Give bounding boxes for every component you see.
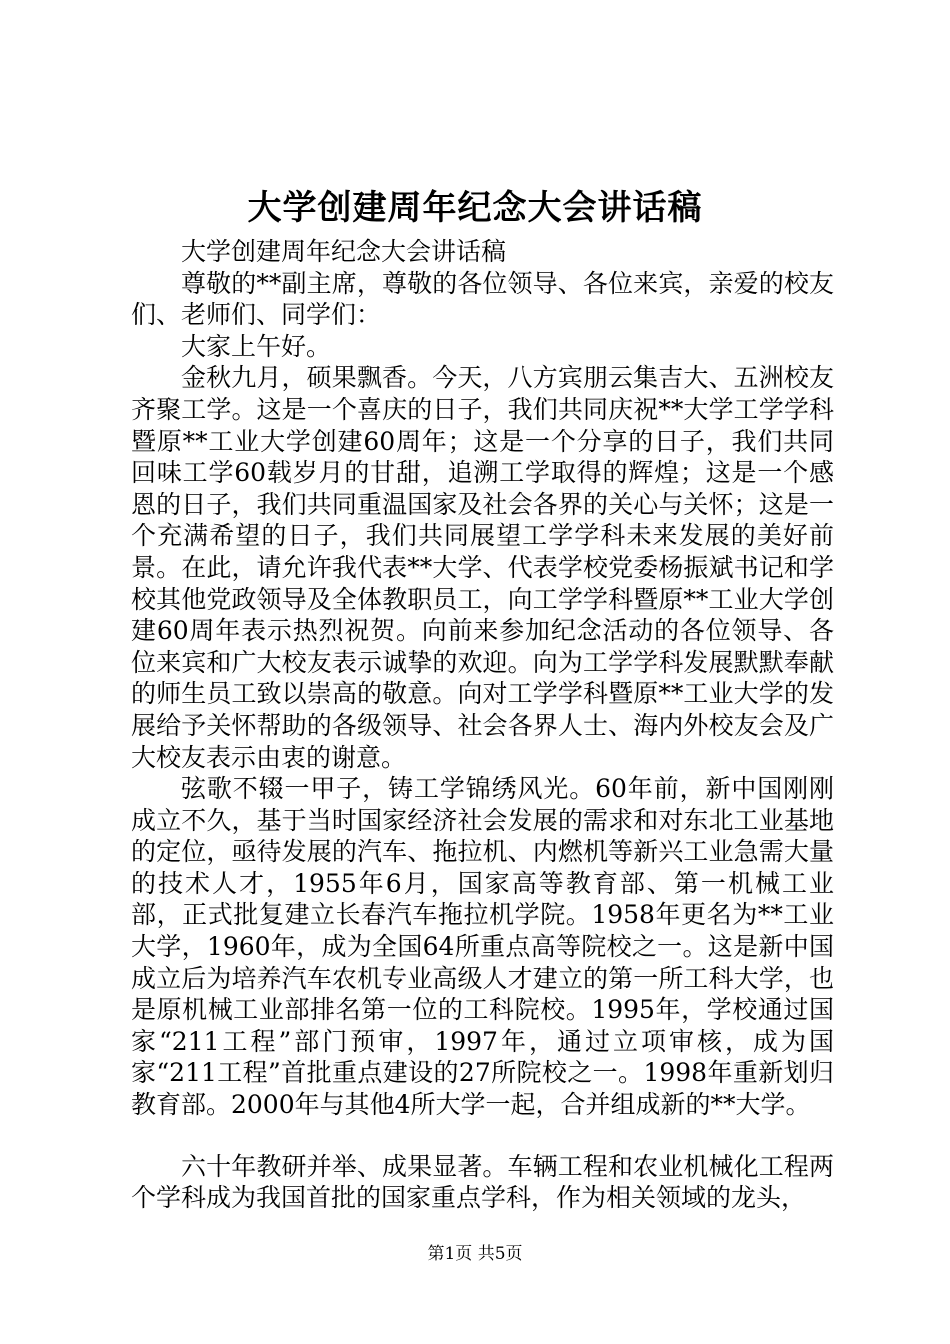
body-paragraph-greeting: 大家上午好。 bbox=[181, 331, 332, 361]
body-paragraph: 弦歌不辍一甲子，铸工学锦绣风光。60年前，新中国刚刚成立不久，基于当时国家经济社会发展的需求和对东北工业基地的定位，亟待发展的汽车、拖拉机、内燃机等新兴工业急需大量的技术人才，1955年6月，国家高等教育部、第一机械工业部，正式批复建立长春汽车拖拉机学院。1958年更名为**工业大学，1960年，成为全国64所重点高等院校之一。这是新中国成立后为培养汽车农机专业高级人才建立的第一所工科大学，也是原机械工业部排名第一位的工科院校。1995年，学校通过国家“211工程”部门预审，1997年，通过立项审核，成为国家“211工程”首批重点建设的27所院校之一。1998年重新划归教育部。2000年与其他4所大学一起，合并组成新的**大学。 bbox=[131, 774, 834, 1120]
document-title: 大学创建周年纪念大会讲话稿 bbox=[247, 188, 703, 228]
page-number-footer: 第1页 共5页 bbox=[427, 1244, 523, 1264]
document-body bbox=[131, 236, 834, 1214]
body-paragraph-subtitle: 大学创建周年纪念大会讲话稿 bbox=[181, 237, 507, 266]
body-paragraph-salutation: 尊敬的**副主席，尊敬的各位领导、各位来宾，亲爱的校友们、老师们、同学们： bbox=[131, 268, 834, 330]
body-paragraph: 六十年教研并举、成果显著。车辆工程和农业机械化工程两个学科成为我国首批的国家重点学科，作为相关领域的龙头， bbox=[131, 1151, 834, 1213]
body-paragraph: 金秋九月，硕果飘香。今天，八方宾朋云集吉大、五洲校友齐聚工学。这是一个喜庆的日子，我们共同庆祝**大学工学学科暨原**工业大学创建60周年；这是一个分享的日子，我们共同回味工学60载岁月的甘甜，追溯工学取得的辉煌；这是一个感恩的日子，我们共同重温国家及社会各界的关心与关怀；这是一个充满希望的日子，我们共同展望工学学科未来发展的美好前景。在此，请允许我代表**大学、代表学校党委杨振斌书记和学校其他党政领导及全体教职员工，向工学学科暨原**工业大学创建60周年表示热烈祝贺。向前来参加纪念活动的各位领导、各位来宾和广大校友表示诚挚的欢迎。向为工学学科发展默默奉献的师生员工致以崇高的敬意。向对工学学科暨原**工业大学的发展给予关怀帮助的各级领导、社会各界人士、海内外校友会及广大校友表示由衷的谢意。 bbox=[131, 363, 834, 772]
